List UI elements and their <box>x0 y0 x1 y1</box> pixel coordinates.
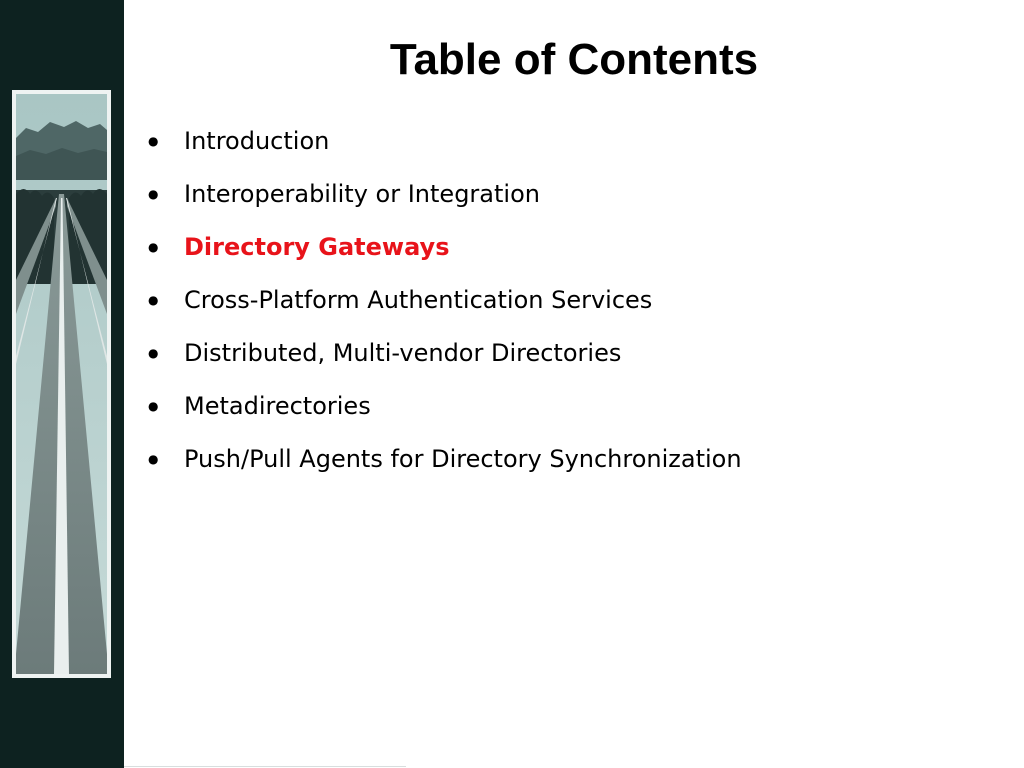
toc-item-current <box>146 220 742 273</box>
toc-item <box>146 167 742 220</box>
toc-item <box>146 273 742 326</box>
bullet-icon: ● <box>148 239 159 254</box>
toc-item-label: Metadirectories <box>184 391 371 420</box>
slide-title: Table of Contents <box>389 35 759 84</box>
toc-item-label: Interoperability or Integration <box>184 179 540 208</box>
toc-item-label-current: Directory Gateways <box>184 232 450 261</box>
road-landscape-illustration <box>16 94 107 674</box>
bullet-icon: ● <box>148 451 159 466</box>
toc-item <box>146 432 742 485</box>
toc-item <box>146 326 742 379</box>
bullet-icon: ● <box>148 345 159 360</box>
toc-item-label: Distributed, Multi-vendor Directories <box>184 338 622 367</box>
road-landscape-image <box>12 90 111 678</box>
toc-item-label: Cross-Platform Authentication Services <box>184 285 653 314</box>
toc-item <box>146 379 742 432</box>
bullet-icon: ● <box>148 133 159 148</box>
toc-item-label: Push/Pull Agents for Directory Synchronization <box>184 444 742 473</box>
table-of-contents-list <box>146 114 742 485</box>
sidebar-panel <box>0 0 124 768</box>
footer-divider <box>124 766 406 767</box>
bullet-icon: ● <box>148 186 159 201</box>
bullet-icon: ● <box>148 398 159 413</box>
toc-item-label: Introduction <box>184 126 330 155</box>
toc-item <box>146 114 742 167</box>
bullet-icon: ● <box>148 292 159 307</box>
